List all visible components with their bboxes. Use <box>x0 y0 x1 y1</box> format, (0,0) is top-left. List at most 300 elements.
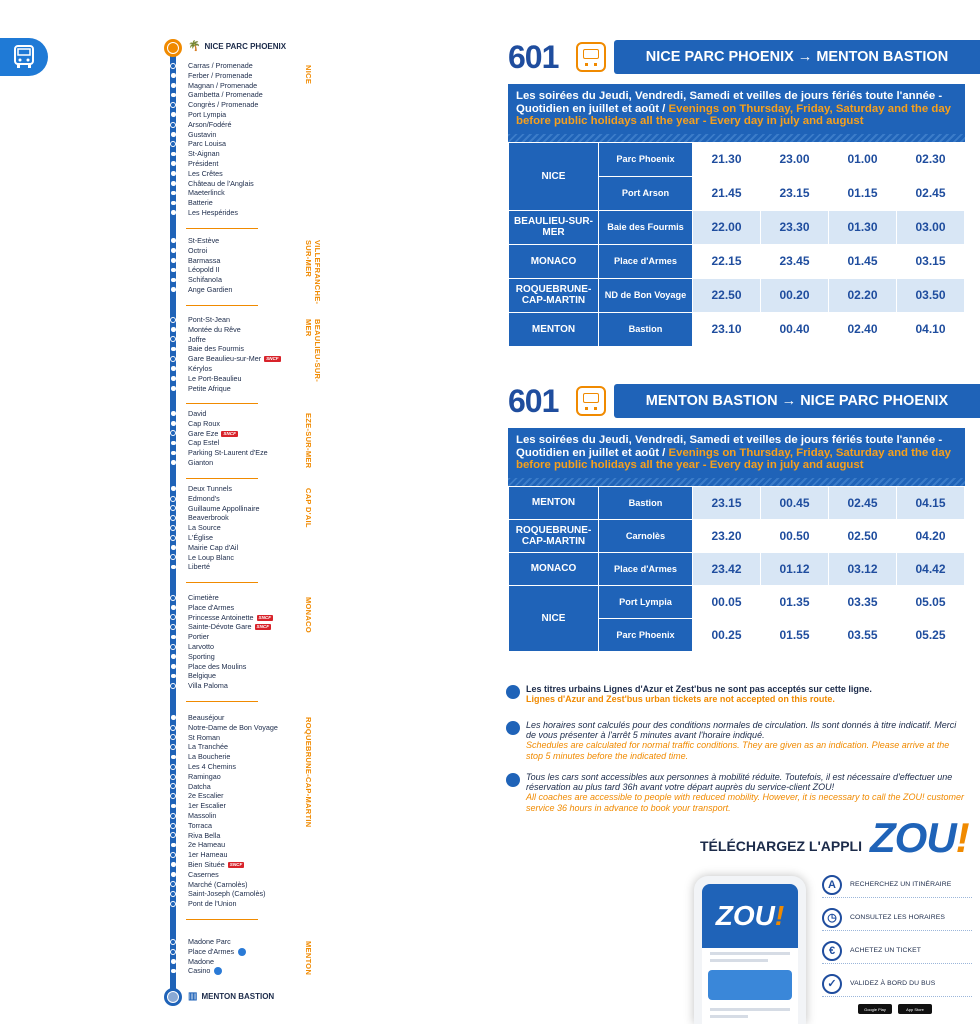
departure-time: 22.00 <box>693 210 761 244</box>
stop <box>0 130 320 140</box>
logo-text: ZOU <box>870 814 956 861</box>
stop-name: Madone <box>188 956 214 966</box>
stop <box>0 364 320 374</box>
accessible-stop-dot <box>170 949 176 955</box>
stop-dot <box>171 347 176 352</box>
stop-name: David <box>188 409 207 418</box>
stop <box>0 315 320 325</box>
zone-label: EZE-SUR-MER <box>304 413 313 469</box>
accessible-stop-dot <box>170 515 176 521</box>
stop <box>0 90 320 100</box>
feature-label: VALIDEZ À BORD DU BUS <box>850 980 936 987</box>
accessible-stop-dot <box>170 734 176 740</box>
stop-dot <box>171 441 176 446</box>
stop-name: Léopold II <box>188 265 220 275</box>
end-terminus <box>188 991 274 1002</box>
timetable-row <box>509 519 965 552</box>
search-route-icon: A <box>822 875 842 895</box>
stop <box>0 354 320 364</box>
stop-name: Liberté <box>188 562 210 572</box>
stop <box>0 494 320 504</box>
zone-roquebrune-cap-martin <box>0 713 320 909</box>
stop <box>0 208 320 218</box>
accessible-stop-dot <box>170 644 176 650</box>
stop <box>0 713 320 723</box>
zone-label: MENTON <box>304 941 313 976</box>
stop-name: Président <box>188 158 219 168</box>
timetable-row <box>509 142 965 176</box>
accessible-stop-dot <box>170 624 176 630</box>
timetable-1 <box>508 84 965 347</box>
stop-name: Ange Gardien <box>188 284 233 294</box>
intro-french: Les soirées du Jeudi, Vendredi, Samedi et veilles de jours fériés toute l'année - Quotidien en juillet et août / <box>516 434 943 459</box>
stop <box>0 762 320 772</box>
stop-dot <box>171 376 176 381</box>
accessible-stop-dot <box>170 505 176 511</box>
stop <box>0 603 320 613</box>
accessible-stop-dot <box>170 595 176 601</box>
stop-name: Les Hespérides <box>188 207 238 217</box>
stop-name: Congrès / Promenade <box>188 100 259 110</box>
zone-divider <box>186 582 258 583</box>
zone-divider <box>186 305 258 306</box>
stop <box>0 613 320 623</box>
logo-bang: ! <box>955 814 969 861</box>
stop <box>0 344 320 354</box>
stop-name: St Roman <box>188 732 220 742</box>
stop-name: 1er Escalier <box>188 801 226 811</box>
start-terminus-label: NICE PARC PHOENIX <box>204 42 287 51</box>
stop <box>0 458 320 468</box>
departure-time: 01.15 <box>829 176 897 210</box>
stop-name: Bien Située SNCF <box>188 859 243 869</box>
stop-name: Petite Afrique <box>188 383 231 393</box>
timetable-1-intro <box>508 84 965 134</box>
accessible-stop-dot <box>170 63 176 69</box>
stop <box>0 335 320 345</box>
accessible-stop-dot <box>170 122 176 128</box>
departure-time: 01.35 <box>761 585 829 618</box>
city-cell: NICE <box>509 142 599 210</box>
stop <box>0 110 320 120</box>
stop <box>0 870 320 880</box>
stop <box>0 409 320 419</box>
accessible-stop-dot <box>170 102 176 108</box>
accessible-stop-dot <box>170 317 176 323</box>
departure-time: 01.30 <box>829 210 897 244</box>
departure-time: 23.45 <box>761 244 829 278</box>
stop-dot <box>171 605 176 610</box>
stop <box>0 899 320 909</box>
departure-time: 04.42 <box>897 552 965 585</box>
phone-logo-text: ZOU <box>715 900 775 931</box>
stop-name: Casernes <box>188 869 219 879</box>
train-station-icon: SNCF <box>229 862 243 868</box>
departure-time: 03.00 <box>897 210 965 244</box>
stop <box>0 642 320 652</box>
stop-name: Le Loup Blanc <box>188 552 234 562</box>
stop-dot <box>171 248 176 253</box>
stop-dot <box>171 674 176 679</box>
departure-time: 01.00 <box>829 142 897 176</box>
app-store-badge[interactable]: App Store <box>898 1004 932 1014</box>
accessible-stop-dot <box>170 554 176 560</box>
stop <box>0 429 320 439</box>
stop-cell: Carnolès <box>599 519 693 552</box>
bus-icon <box>576 42 606 72</box>
start-terminus-marker <box>164 39 182 57</box>
stop-name: Joffre <box>188 334 206 344</box>
zone-villefranche-sur-mer <box>0 236 320 295</box>
stop-name: Kérylos <box>188 363 212 373</box>
stop <box>0 947 320 957</box>
check-icon: ✓ <box>822 974 842 994</box>
stop <box>0 325 320 335</box>
departure-time: 00.05 <box>693 585 761 618</box>
note-fr: Tous les cars sont accessibles aux personnes à mobilité réduite. Toutefois, il est nécessaire d'effectuer une réservation au plus tard 36h avant votre départ auprès du service-client ZOU! <box>526 772 953 793</box>
stop-name: Guillaume Appollinaire <box>188 503 260 513</box>
stop <box>0 265 320 275</box>
stop-name: Arson/Fodéré <box>188 119 232 129</box>
accessible-stop-dot <box>170 783 176 789</box>
note-en: Lignes d'Azur and Zest'bus urban tickets are not accepted on this route. <box>526 694 835 705</box>
stop-cell: Parc Phoenix <box>599 618 693 651</box>
note-en: Schedules are calculated for normal traffic conditions. They are given as an indication. Please arrive at the stop 5 minutes before the indicated time. <box>526 740 950 761</box>
stop-name: Beauséjour <box>188 713 225 722</box>
google-play-badge[interactable]: Google Play <box>858 1004 892 1014</box>
departure-time: 23.00 <box>761 142 829 176</box>
zone-divider <box>186 478 258 479</box>
feature-label: CONSULTEZ LES HORAIRES <box>850 914 945 921</box>
stop-dot <box>171 181 176 186</box>
city-cell: MENTON <box>509 486 599 519</box>
stop <box>0 860 320 870</box>
stop <box>0 593 320 603</box>
accessible-stop-dot <box>170 496 176 502</box>
end-terminus-label: MENTON BASTION <box>201 992 275 1001</box>
stop-name: St-Aignan <box>188 149 220 159</box>
departure-time: 03.50 <box>897 278 965 312</box>
stop <box>0 100 320 110</box>
stop-dot <box>171 278 176 283</box>
timetable-row <box>509 210 965 244</box>
timetable-row <box>509 486 965 519</box>
stop <box>0 772 320 782</box>
timetable-2 <box>508 428 965 652</box>
stop-name: Riva Bella <box>188 830 221 840</box>
stop <box>0 448 320 458</box>
stop <box>0 71 320 81</box>
stop-dot <box>171 486 176 491</box>
stop <box>0 723 320 733</box>
timetable-row <box>509 278 965 312</box>
stop <box>0 622 320 632</box>
stop <box>0 256 320 266</box>
stop <box>0 840 320 850</box>
timetable-1-grid <box>508 142 965 347</box>
stop-cell: Bastion <box>599 312 693 346</box>
stop <box>0 246 320 256</box>
stop-name: Parking St-Laurent d'Eze <box>188 448 268 458</box>
stop <box>0 733 320 743</box>
stripe-divider <box>508 134 965 142</box>
departure-time: 04.20 <box>897 519 965 552</box>
stop-name: Marché (Carnolès) <box>188 879 248 889</box>
zone-label: ROQUEBRUNE-CAP-MARTIN <box>304 717 313 828</box>
accessible-stop-dot <box>170 939 176 945</box>
stop <box>0 752 320 762</box>
stop <box>0 179 320 189</box>
wheelchair-icon <box>214 967 222 975</box>
stop-dot <box>171 191 176 196</box>
timetable-row <box>509 244 965 278</box>
departure-time: 23.15 <box>693 486 761 519</box>
stop-name: Schifanoïa <box>188 275 222 285</box>
stop-cell: Port Arson <box>599 176 693 210</box>
feature-label: RECHERCHEZ UN ITINÉRAIRE <box>850 881 952 888</box>
line-number: 601 <box>508 38 559 75</box>
departure-time: 23.42 <box>693 552 761 585</box>
download-cta: TÉLÉCHARGEZ L'APPLI <box>700 838 862 854</box>
stop-dot <box>171 460 176 465</box>
departure-time: 05.25 <box>897 618 965 651</box>
stop-dot <box>171 804 176 809</box>
stop <box>0 139 320 149</box>
stop-name: Madone Parc <box>188 937 231 946</box>
departure-time: 22.50 <box>693 278 761 312</box>
euro-icon: € <box>822 941 842 961</box>
stop <box>0 438 320 448</box>
stop <box>0 275 320 285</box>
stop-name: Portier <box>188 632 210 642</box>
stop <box>0 236 320 246</box>
zone-label: MONACO <box>304 597 313 633</box>
stop <box>0 791 320 801</box>
accessible-stop-dot <box>170 901 176 907</box>
stop-cell: Baie des Fourmis <box>599 210 693 244</box>
departure-time: 23.15 <box>761 176 829 210</box>
train-station-icon: SNCF <box>258 614 272 620</box>
stop-name: Massolin <box>188 810 217 820</box>
city-cell: BEAULIEU-SUR-MER <box>509 210 599 244</box>
stop <box>0 543 320 553</box>
departure-time: 01.12 <box>761 552 829 585</box>
stop <box>0 662 320 672</box>
stop-cell: ND de Bon Voyage <box>599 278 693 312</box>
timetable-row <box>509 312 965 346</box>
stop-dot <box>171 366 176 371</box>
stop-dot <box>171 73 176 78</box>
stop-name: Pont-St-Jean <box>188 315 230 324</box>
stop-name: Port Lympia <box>188 109 227 119</box>
stop-name: Gustavin <box>188 129 217 139</box>
stop-name: Cap Estel <box>188 438 220 448</box>
stop-dot <box>171 327 176 332</box>
stop <box>0 374 320 384</box>
app-feature <box>822 872 972 898</box>
stop <box>0 957 320 967</box>
stop-cell: Parc Phoenix <box>599 142 693 176</box>
accessible-stop-dot <box>170 813 176 819</box>
accessible-stop-dot <box>170 141 176 147</box>
zone-label: CAP D'AIL <box>304 488 313 528</box>
intro-english: Evenings on Thursday, Friday, Saturday and the day before public holidays all the year - Every day in july and august <box>516 102 952 127</box>
stop-name: Gianton <box>188 457 214 467</box>
departure-time: 05.05 <box>897 585 965 618</box>
stop-name: Sainte-Dévote Gare SNCF <box>188 622 270 632</box>
stop-dot <box>171 161 176 166</box>
stop-dot <box>171 112 176 117</box>
stop-dot <box>171 654 176 659</box>
stop <box>0 285 320 295</box>
zou-logo <box>870 814 969 861</box>
stop <box>0 169 320 179</box>
stop <box>0 937 320 947</box>
timetable-1-title: NICE PARC PHOENIX → MENTON BASTION <box>614 40 980 74</box>
stop-dot <box>171 862 176 867</box>
stop-dot <box>171 545 176 550</box>
stop-name: Barmassa <box>188 255 221 265</box>
stop-dot <box>171 715 176 720</box>
departure-time: 02.20 <box>829 278 897 312</box>
stop <box>0 652 320 662</box>
note-accessibility <box>506 772 966 813</box>
stop-name: Gambetta / Promenade <box>188 90 263 100</box>
phone-logo-bang: ! <box>774 900 785 931</box>
accessible-stop-dot <box>170 744 176 750</box>
feature-label: ACHETEZ UN TICKET <box>850 947 922 954</box>
departure-time: 21.45 <box>693 176 761 210</box>
stop-cell: Port Lympia <box>599 585 693 618</box>
stop <box>0 419 320 429</box>
store-badges <box>858 1004 932 1014</box>
stop <box>0 533 320 543</box>
stop-cell: Place d'Armes <box>599 552 693 585</box>
stop-name: Château de l'Anglais <box>188 178 254 188</box>
stop-name: Maeterlinck <box>188 188 225 198</box>
departure-time: 03.12 <box>829 552 897 585</box>
clock-icon: ◷ <box>822 908 842 928</box>
bastion-icon: ▥ <box>188 991 198 1002</box>
phone-logo <box>702 884 798 948</box>
stop-name: Notre-Dame de Bon Voyage <box>188 722 278 732</box>
stop <box>0 384 320 394</box>
departure-time: 04.15 <box>897 486 965 519</box>
stop-name: Cimetière <box>188 593 219 602</box>
end-terminus-marker <box>164 988 182 1006</box>
warning-icon <box>506 685 520 699</box>
app-download-banner <box>700 814 969 861</box>
app-feature <box>822 971 972 997</box>
stop-name: Ramingao <box>188 771 221 781</box>
stop-name: Baie des Fourmis <box>188 344 244 354</box>
intro-english: Evenings on Thursday, Friday, Saturday and the day before public holidays all the year - Every day in july and august <box>516 446 952 471</box>
city-cell: MENTON <box>509 312 599 346</box>
stop-dot <box>171 238 176 243</box>
stop-dot <box>171 969 176 974</box>
departure-time: 03.55 <box>829 618 897 651</box>
stop <box>0 198 320 208</box>
departure-time: 01.55 <box>761 618 829 651</box>
accessible-stop-dot <box>170 852 176 858</box>
stop <box>0 831 320 841</box>
zone-eze-sur-mer <box>0 409 320 468</box>
stop <box>0 880 320 890</box>
departure-time: 01.45 <box>829 244 897 278</box>
timetable-2-grid <box>508 486 965 652</box>
zone-label: VILLEFRANCHE-SUR-MER <box>304 240 322 305</box>
wheelchair-icon <box>238 948 246 956</box>
zone-divider <box>186 228 258 229</box>
stop-name: Place d'Armes <box>188 947 246 957</box>
stop-name: Edmond's <box>188 493 220 503</box>
ticket-card <box>708 970 792 1000</box>
intro-french: Les soirées du Jeudi, Vendredi, Samedi et veilles de jours fériés toute l'année - Quotidien en juillet et août / <box>516 90 943 115</box>
zone-label: NICE <box>304 65 313 85</box>
note-tickets <box>506 684 966 704</box>
stop-dot <box>171 421 176 426</box>
city-cell: ROQUEBRUNE-CAP-MARTIN <box>509 278 599 312</box>
city-cell: ROQUEBRUNE-CAP-MARTIN <box>509 519 599 552</box>
stop-name: 1er Hameau <box>188 850 228 860</box>
accessible-stop-dot <box>170 823 176 829</box>
zone-cap-d-ail <box>0 484 320 572</box>
stop <box>0 966 320 976</box>
stop-name: Pont de l'Union <box>188 899 237 909</box>
departure-time: 00.40 <box>761 312 829 346</box>
stop-dot <box>171 171 176 176</box>
note-en: All coaches are accessible to people with reduced mobility. However, it is necessary to call the ZOU! customer service 36 hours in advance to book your transport. <box>526 792 965 813</box>
app-feature <box>822 938 972 964</box>
stop-name: Magnan / Promenade <box>188 80 258 90</box>
departure-time: 00.50 <box>761 519 829 552</box>
stop <box>0 889 320 899</box>
note-fr: Les titres urbains Lignes d'Azur et Zest'bus ne sont pas acceptés sur cette ligne. <box>526 684 872 694</box>
stop-dot <box>171 451 176 456</box>
zone-beaulieu-sur-mer <box>0 315 320 393</box>
stop <box>0 801 320 811</box>
departure-time: 02.30 <box>897 142 965 176</box>
stop-name: Datcha <box>188 781 211 791</box>
zone-label: BEAULIEU-SUR-MER <box>304 319 322 383</box>
start-terminus <box>188 41 286 52</box>
timetable-2-header <box>508 380 980 422</box>
stop <box>0 742 320 752</box>
stop-name: La Source <box>188 523 221 533</box>
accessible-stop-dot <box>170 891 176 897</box>
stop <box>0 504 320 514</box>
stop-name: 2e Escalier <box>188 791 224 801</box>
stop-dot <box>171 132 176 137</box>
stop-name: Cap Roux <box>188 418 220 428</box>
note-schedules <box>506 720 966 761</box>
city-cell: MONACO <box>509 552 599 585</box>
departure-time: 03.15 <box>897 244 965 278</box>
stop-name: Saint-Joseph (Carnolès) <box>188 889 266 899</box>
stop-name: Carras / Promenade <box>188 61 253 70</box>
accessible-stop-dot <box>170 832 176 838</box>
app-feature <box>822 905 972 931</box>
accessible-stop-dot <box>170 881 176 887</box>
stop-dot <box>171 959 176 964</box>
timetable-row <box>509 585 965 618</box>
stop-name: St-Estève <box>188 236 220 245</box>
stop-name: Princesse Antoinette SNCF <box>188 612 272 622</box>
zone-divider <box>186 403 258 404</box>
stop <box>0 821 320 831</box>
stop-name: Le Port-Beaulieu <box>188 373 242 383</box>
stop <box>0 562 320 572</box>
